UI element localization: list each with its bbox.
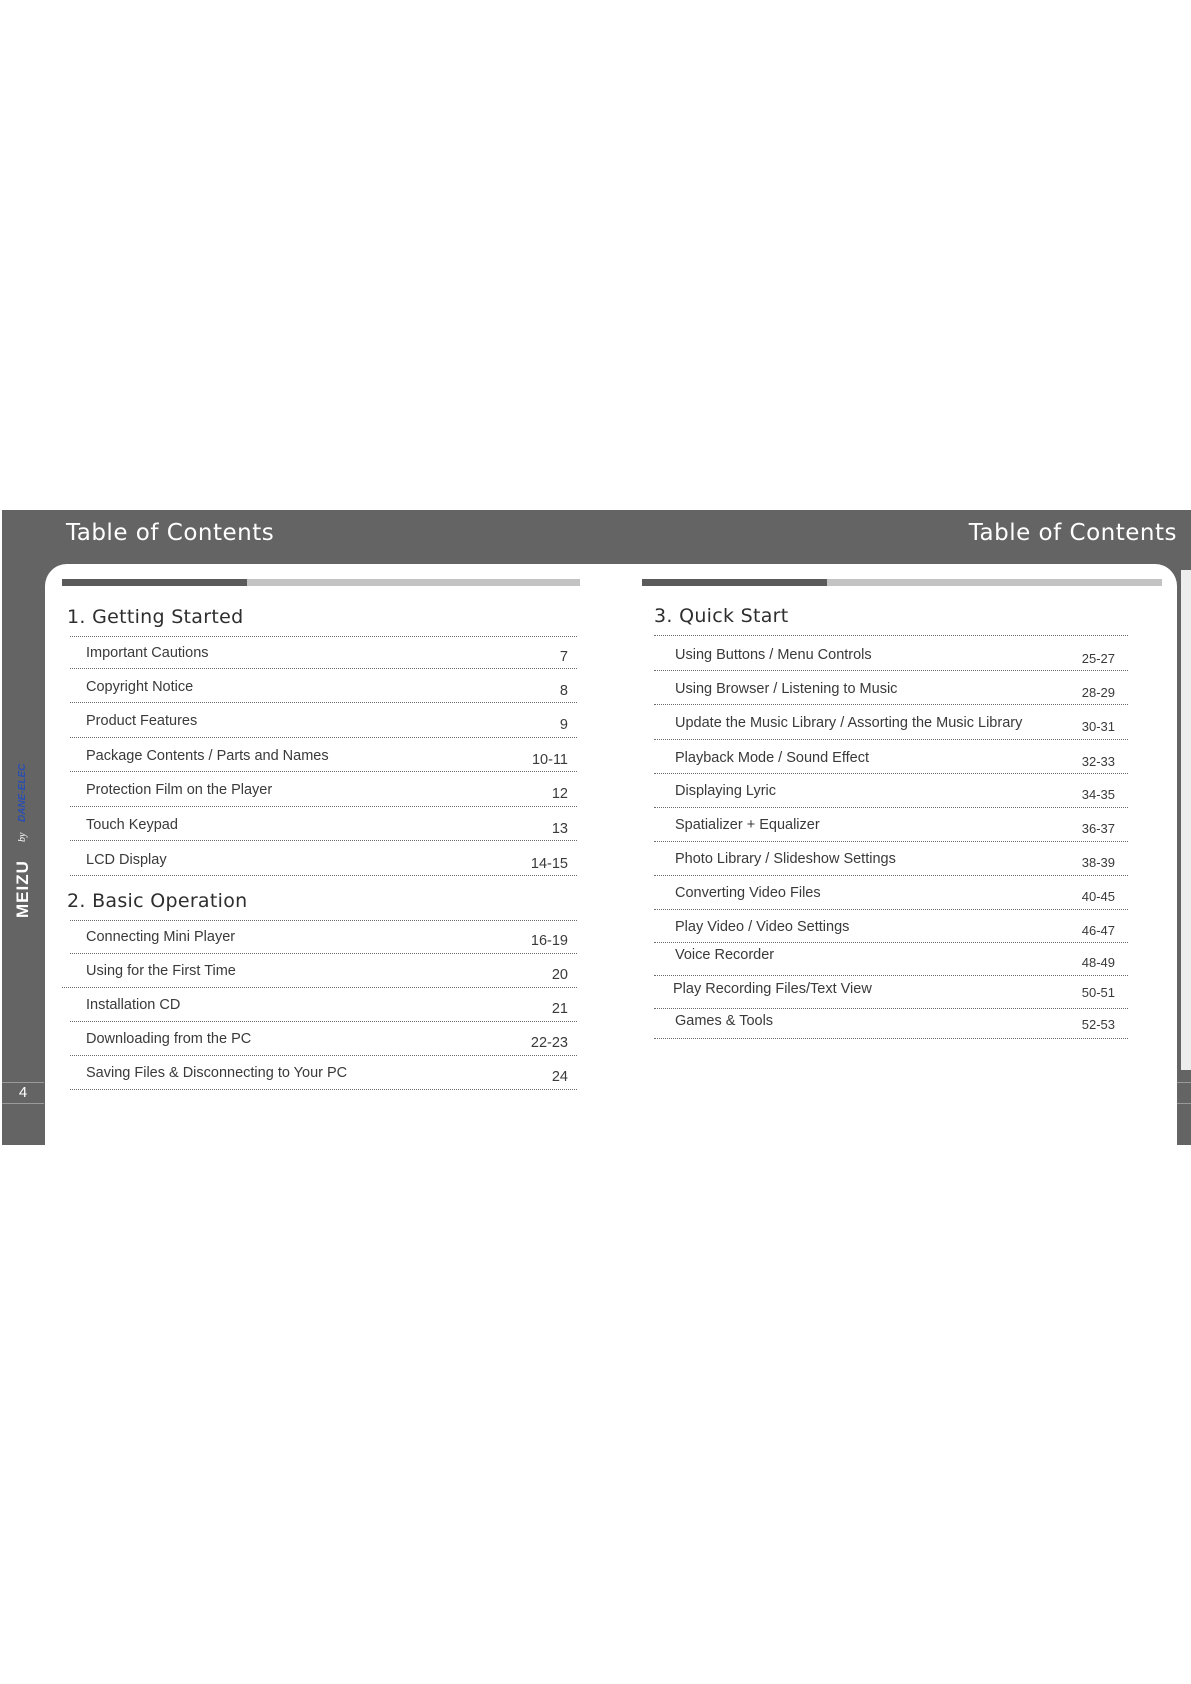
- toc-entry-page: 7: [559, 649, 568, 665]
- toc-entry[interactable]: [86, 926, 568, 948]
- toc-entry[interactable]: [675, 944, 1119, 970]
- divider: [654, 807, 1128, 808]
- toc-entry-label: Playback Mode / Sound Effect: [675, 750, 869, 766]
- toc-entry-label: Converting Video Files: [675, 885, 821, 901]
- left-header-title: Table of Contents: [66, 520, 275, 546]
- toc-entry-page: 14-15: [530, 856, 568, 872]
- toc-entry-label: Photo Library / Slideshow Settings: [675, 851, 896, 867]
- content-panel: [45, 564, 1177, 1145]
- toc-entry[interactable]: [86, 849, 568, 871]
- toc-entry-label: LCD Display: [86, 852, 167, 868]
- brand-partner: DANE-ELEC: [17, 763, 28, 822]
- divider: [654, 875, 1128, 876]
- divider: [70, 636, 577, 637]
- toc-entry-label: Product Features: [86, 713, 198, 729]
- divider: [70, 702, 577, 703]
- toc-entry-label: Protection Film on the Player: [86, 782, 273, 798]
- toc-entry-label: Copyright Notice: [86, 679, 194, 695]
- toc-entry[interactable]: [675, 780, 1119, 802]
- toc-entry-label: Displaying Lyric: [675, 783, 776, 799]
- toc-entry[interactable]: [86, 676, 568, 698]
- divider: [70, 771, 577, 772]
- right-header-title: Table of Contents: [968, 520, 1177, 546]
- divider: [70, 875, 577, 876]
- divider: [70, 806, 577, 807]
- right-top-bar: [642, 579, 1162, 586]
- toc-entry-page: 46-47: [1081, 923, 1115, 938]
- toc-entry-label: Installation CD: [86, 997, 181, 1013]
- toc-entry-label: Update the Music Library / Assorting the Music Library: [675, 715, 1023, 731]
- toc-entry-page: 9: [559, 717, 568, 733]
- toc-entry-label: Using for the First Time: [86, 963, 236, 979]
- divider: [70, 1089, 577, 1090]
- toc-entry-label: Downloading from the PC: [86, 1031, 252, 1047]
- toc-entry[interactable]: [86, 745, 568, 767]
- toc-entry[interactable]: [86, 960, 568, 982]
- toc-entry-page: 20: [551, 967, 568, 983]
- toc-entry-label: Package Contents / Parts and Names: [86, 748, 329, 764]
- section-title-getting-started: 1. Getting Started: [67, 606, 244, 628]
- toc-entry-page: 50-51: [1081, 985, 1115, 1000]
- toc-entry-page: 22-23: [530, 1035, 568, 1051]
- divider: [654, 635, 1128, 636]
- brand-name: MEIZU: [13, 860, 32, 918]
- toc-entry-page: 52-53: [1081, 1017, 1115, 1032]
- toc-entry-page: 40-45: [1081, 889, 1115, 904]
- divider: [70, 1021, 577, 1022]
- divider: [654, 773, 1128, 774]
- toc-entry-page: 10-11: [531, 752, 568, 768]
- toc-entry-page: 32-33: [1081, 754, 1115, 769]
- toc-entry-page: 8: [559, 683, 568, 699]
- toc-entry-page: 13: [551, 821, 568, 837]
- toc-entry[interactable]: [675, 1010, 1119, 1032]
- toc-entry-page: 25-27: [1081, 651, 1115, 666]
- toc-entry[interactable]: [675, 712, 1119, 734]
- toc-entry[interactable]: [86, 1062, 568, 1084]
- toc-entry-page: 24: [551, 1069, 568, 1085]
- divider: [654, 909, 1128, 910]
- toc-entry-label: Using Buttons / Menu Controls: [675, 647, 872, 663]
- divider: [70, 737, 577, 738]
- toc-entry[interactable]: [86, 779, 568, 801]
- toc-entry[interactable]: [86, 1028, 568, 1050]
- divider: [654, 975, 1128, 976]
- toc-entry[interactable]: [675, 882, 1119, 904]
- toc-entry[interactable]: [675, 644, 1119, 666]
- toc-spread: [2, 510, 1191, 1145]
- right-edge-marker: [1177, 1082, 1191, 1104]
- toc-entry-page: 48-49: [1081, 955, 1115, 970]
- toc-entry-label: Touch Keypad: [86, 817, 178, 833]
- left-top-bar: [62, 579, 580, 586]
- brand-logo: [8, 740, 38, 920]
- toc-entry-label: Saving Files & Disconnecting to Your PC: [86, 1065, 348, 1081]
- toc-entry-page: 16-19: [530, 933, 568, 949]
- toc-entry[interactable]: [86, 994, 568, 1016]
- toc-entry-label: Play Recording Files/Text View: [673, 981, 872, 997]
- divider: [654, 942, 1128, 943]
- page-number: 4: [2, 1082, 44, 1104]
- section-title-basic-operation: 2. Basic Operation: [67, 890, 248, 912]
- divider: [62, 987, 577, 988]
- brand-by: by: [17, 832, 28, 842]
- toc-entry-page: 38-39: [1081, 855, 1115, 870]
- divider: [654, 1038, 1128, 1039]
- toc-entry[interactable]: [86, 814, 568, 836]
- toc-entry[interactable]: [675, 848, 1119, 870]
- toc-entry[interactable]: [86, 642, 568, 664]
- divider: [70, 1055, 577, 1056]
- divider: [70, 668, 577, 669]
- section-title-quick-start: 3. Quick Start: [654, 605, 789, 627]
- toc-entry-page: 12: [551, 786, 568, 802]
- divider: [654, 670, 1128, 671]
- toc-entry[interactable]: [675, 916, 1119, 938]
- divider: [654, 841, 1128, 842]
- toc-entry[interactable]: [673, 978, 1119, 1000]
- toc-entry-label: Spatializer + Equalizer: [675, 817, 820, 833]
- toc-entry-page: 34-35: [1081, 787, 1115, 802]
- divider: [70, 920, 577, 921]
- toc-entry[interactable]: [675, 678, 1119, 700]
- toc-entry-label: Important Cautions: [86, 645, 209, 661]
- divider: [654, 704, 1128, 705]
- toc-entry-label: Games & Tools: [675, 1013, 774, 1029]
- divider: [70, 840, 577, 841]
- toc-entry[interactable]: [86, 710, 568, 732]
- divider: [654, 1008, 1128, 1009]
- toc-entry-page: 21: [551, 1001, 568, 1017]
- divider: [70, 953, 577, 954]
- toc-entry-page: 30-31: [1081, 719, 1115, 734]
- toc-entry[interactable]: [675, 814, 1119, 836]
- divider: [654, 739, 1128, 740]
- right-page-edge: [1181, 570, 1191, 1070]
- toc-entry-label: Connecting Mini Player: [86, 929, 236, 945]
- toc-entry-label: Voice Recorder: [675, 947, 775, 963]
- toc-entry-label: Using Browser / Listening to Music: [675, 681, 898, 697]
- toc-entry-page: 28-29: [1081, 685, 1115, 700]
- toc-entry[interactable]: [675, 747, 1119, 769]
- toc-entry-page: 36-37: [1081, 821, 1115, 836]
- toc-entry-label: Play Video / Video Settings: [675, 919, 850, 935]
